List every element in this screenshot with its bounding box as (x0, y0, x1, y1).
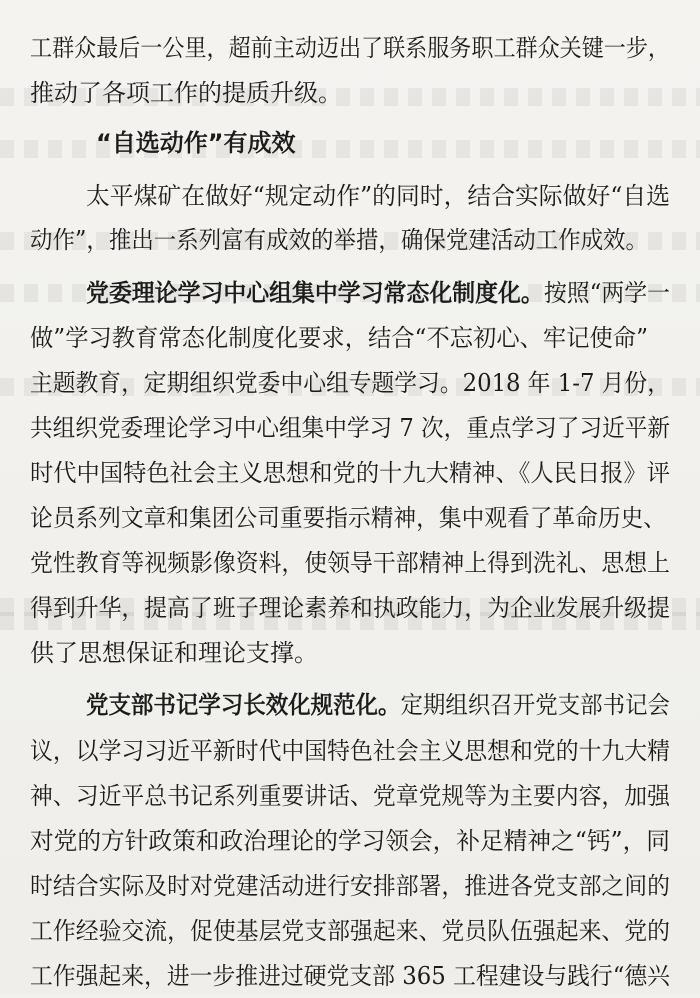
line-text: 议，以学习习近平新时代中国特色社会主义思想和党的十九大精 (30, 737, 670, 765)
line-text: 论员系列文章和集团公司重要指示精神，集中观看了革命历史、 (30, 504, 666, 532)
text-line (0, 541, 700, 585)
text-line (0, 729, 700, 773)
line-text: 工作强起来，进一步推进过硬党支部 365 工程建设与践行“德兴 (30, 962, 670, 990)
text-line (0, 496, 700, 540)
text-line (0, 71, 700, 115)
line-text: 供了思想保证和理论支撑。 (30, 639, 318, 667)
text-line (0, 631, 700, 675)
mixed-line (86, 683, 670, 727)
line-text: 工作经验交流，促使基层党支部强起来、党员队伍强起来、党的 (30, 917, 670, 945)
text-line (0, 26, 700, 70)
bold-lead-text: 党委理论学习中心组集中学习常态化制度化。 (86, 279, 544, 307)
text-line (0, 316, 700, 360)
paragraph-lead-line (0, 683, 700, 727)
line-text: 得到升华，提高了班子理论素养和执政能力，为企业发展升级提 (30, 594, 670, 622)
line-text: 做”学习教育常态化制度化要求，结合“不忘初心、牢记使命” (30, 324, 648, 352)
heading-text: “自选动作”有成效 (96, 129, 296, 157)
text-line (0, 174, 700, 218)
line-text: 共组织党委理论学习中心组集中学习 7 次，重点学习了习近平新 (30, 414, 670, 442)
line-text: 太平煤矿在做好“规定动作”的同时，结合实际做好“自选 (86, 182, 670, 210)
bold-lead-text: 党支部书记学习长效化规范化。 (86, 691, 401, 719)
line-text: 主题教育，定期组织党委中心组专题学习。2018 年 1-7 月份， (30, 369, 670, 397)
line-text: 对党的方针政策和政治理论的学习领会，补足精神之“钙”，同 (30, 827, 670, 855)
text-line (0, 361, 700, 405)
paragraph-lead-line (0, 271, 700, 315)
text-line (0, 586, 700, 630)
text-line (0, 774, 700, 818)
text-line (0, 406, 700, 450)
text-line (0, 218, 700, 262)
text-line (0, 451, 700, 495)
line-text: 党性教育等视频影像资料，使领导干部精神上得到洗礼、思想上 (30, 549, 670, 577)
line-text: 按照“两学一 (543, 279, 670, 307)
text-line (0, 864, 700, 908)
line-text: 时代中国特色社会主义思想和党的十九大精神、《人民日报》评 (30, 459, 670, 487)
text-line (0, 909, 700, 953)
mixed-line (86, 271, 670, 315)
text-line (0, 954, 700, 998)
line-text: 时结合实际及时对党建活动进行安排部署，推进各党支部之间的 (30, 872, 670, 900)
line-text: 推动了各项工作的提质升级。 (30, 79, 342, 107)
section-heading (0, 121, 700, 165)
line-text: 动作”，推出一系列富有成效的举措，确保党建活动工作成效。 (30, 226, 648, 254)
line-text: 工群众最后一公里，超前主动迈出了联系服务职工群众关键一步， (30, 34, 670, 62)
line-text: 定期组织召开党支部书记会 (400, 691, 670, 719)
line-text: 神、习近平总书记系列重要讲话、党章党规等为主要内容，加强 (30, 782, 670, 810)
text-line (0, 819, 700, 863)
